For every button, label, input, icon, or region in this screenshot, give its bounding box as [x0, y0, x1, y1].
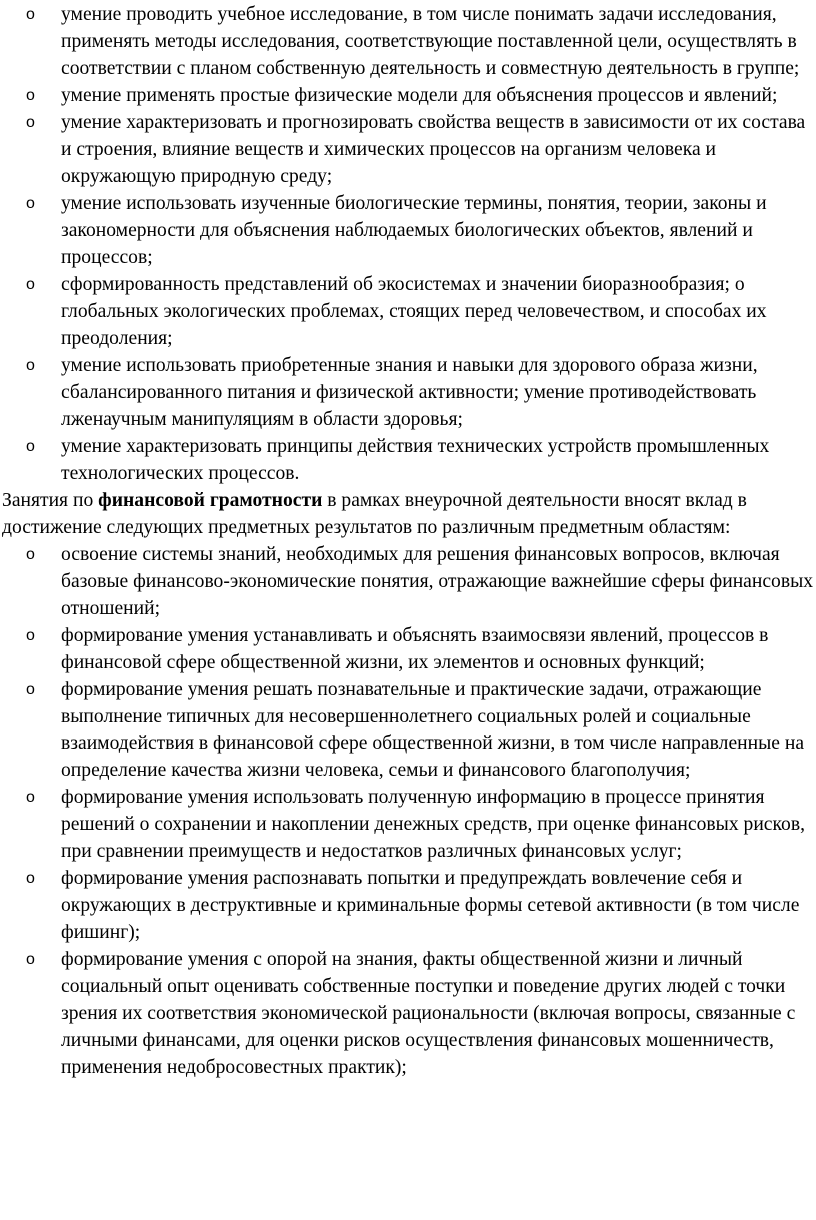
list-item-text: сформированность представлений об экосистемах и значении биоразнообразия; о глобальных экологических проблемах, стоящих перед человечеством, и способах их преодоления; — [61, 274, 767, 349]
intro-text-before: Занятия по — [2, 490, 99, 511]
subject-results-list — [0, 1, 816, 487]
bullet-marker: o — [26, 6, 35, 23]
list-item — [0, 109, 816, 190]
list-item — [0, 946, 816, 1081]
list-item-text: умение использовать изученные биологические термины, понятия, теории, законы и закономерности для объяснения наблюдаемых биологических объектов, явлений и процессов; — [61, 193, 767, 268]
bullet-marker: o — [26, 114, 35, 131]
bullet-marker: o — [26, 789, 35, 806]
bullet-marker: o — [26, 870, 35, 887]
bullet-marker: o — [26, 438, 35, 455]
intro-bold-term: финансовой грамотности — [98, 490, 323, 511]
bullet-marker: o — [26, 357, 35, 374]
bullet-marker: o — [26, 87, 35, 104]
list-item-text: формирование умения решать познавательные и практические задачи, отражающие выполнение типичных для несовершеннолетнего социальных ролей и социальные взаимодействия в финансовой сфере общественной жизни, в том числе направленные на определение качества жизни человека, семьи и финансового благополучия; — [61, 679, 805, 781]
list-item-text: формирование умения использовать полученную информацию в процессе принятия решений о сохранении и накоплении денежных средств, при оценке финансовых рисков, при сравнении преимуществ и недостатков различных финансовых услуг; — [61, 787, 805, 862]
list-item-text: формирование умения с опорой на знания, факты общественной жизни и личный социальный опыт оценивать собственные поступки и поведение других людей с точки зрения их соответствия экономической рациональности (включая вопросы, связанные с личными финансами, для оценки рисков осуществления финансовых мошенничеств, применения недобросовестных практик); — [61, 949, 796, 1078]
list-item-text: умение характеризовать принципы действия технических устройств промышленных технологических процессов. — [61, 436, 770, 484]
list-item — [0, 1, 816, 82]
list-item — [0, 676, 816, 784]
list-item — [0, 190, 816, 271]
bullet-marker: o — [26, 951, 35, 968]
list-item — [0, 352, 816, 433]
finance-results-list — [0, 541, 816, 1081]
list-item — [0, 541, 816, 622]
list-item-text: умение применять простые физические модели для объяснения процессов и явлений; — [61, 85, 778, 106]
bullet-marker: o — [26, 276, 35, 293]
list-item — [0, 271, 816, 352]
intro-text-after: в рамках внеурочной деятельности вносят вклад в достижение следующих предметных результатов по различным предметным областям: — [2, 490, 747, 538]
list-item — [0, 784, 816, 865]
list-item-text: формирование умения распознавать попытки и предупреждать вовлечение себя и окружающих в деструктивные и криминальные формы сетевой активности (в том числе фишинг); — [61, 868, 800, 943]
bullet-marker: o — [26, 546, 35, 563]
list-item-text: освоение системы знаний, необходимых для решения финансовых вопросов, включая базовые финансово-экономические понятия, отражающие важнейшие сферы финансовых отношений; — [61, 544, 814, 619]
list-item-text: умение проводить учебное исследование, в том числе понимать задачи исследования, применять методы исследования, соответствующие поставленной цели, осуществлять в соответствии с планом собственную деятельность и совместную деятельность в группе; — [61, 4, 800, 79]
bullet-marker: o — [26, 627, 35, 644]
list-item-text: умение использовать приобретенные знания и навыки для здорового образа жизни, сбалансированного питания и физической активности; умение противодействовать лженаучным манипуляциям в области здоровья; — [61, 355, 758, 430]
list-item — [0, 622, 816, 676]
list-item — [0, 82, 816, 109]
list-item-text: умение характеризовать и прогнозировать свойства веществ в зависимости от их состава и строения, влияние веществ и химических процессов на организм человека и окружающую природную среду; — [61, 112, 806, 187]
finance-intro-paragraph — [0, 487, 816, 541]
bullet-marker: o — [26, 195, 35, 212]
list-item — [0, 865, 816, 946]
bullet-marker: o — [26, 681, 35, 698]
list-item-text: формирование умения устанавливать и объяснять взаимосвязи явлений, процессов в финансовой сфере общественной жизни, их элементов и основных функций; — [61, 625, 769, 673]
list-item — [0, 433, 816, 487]
